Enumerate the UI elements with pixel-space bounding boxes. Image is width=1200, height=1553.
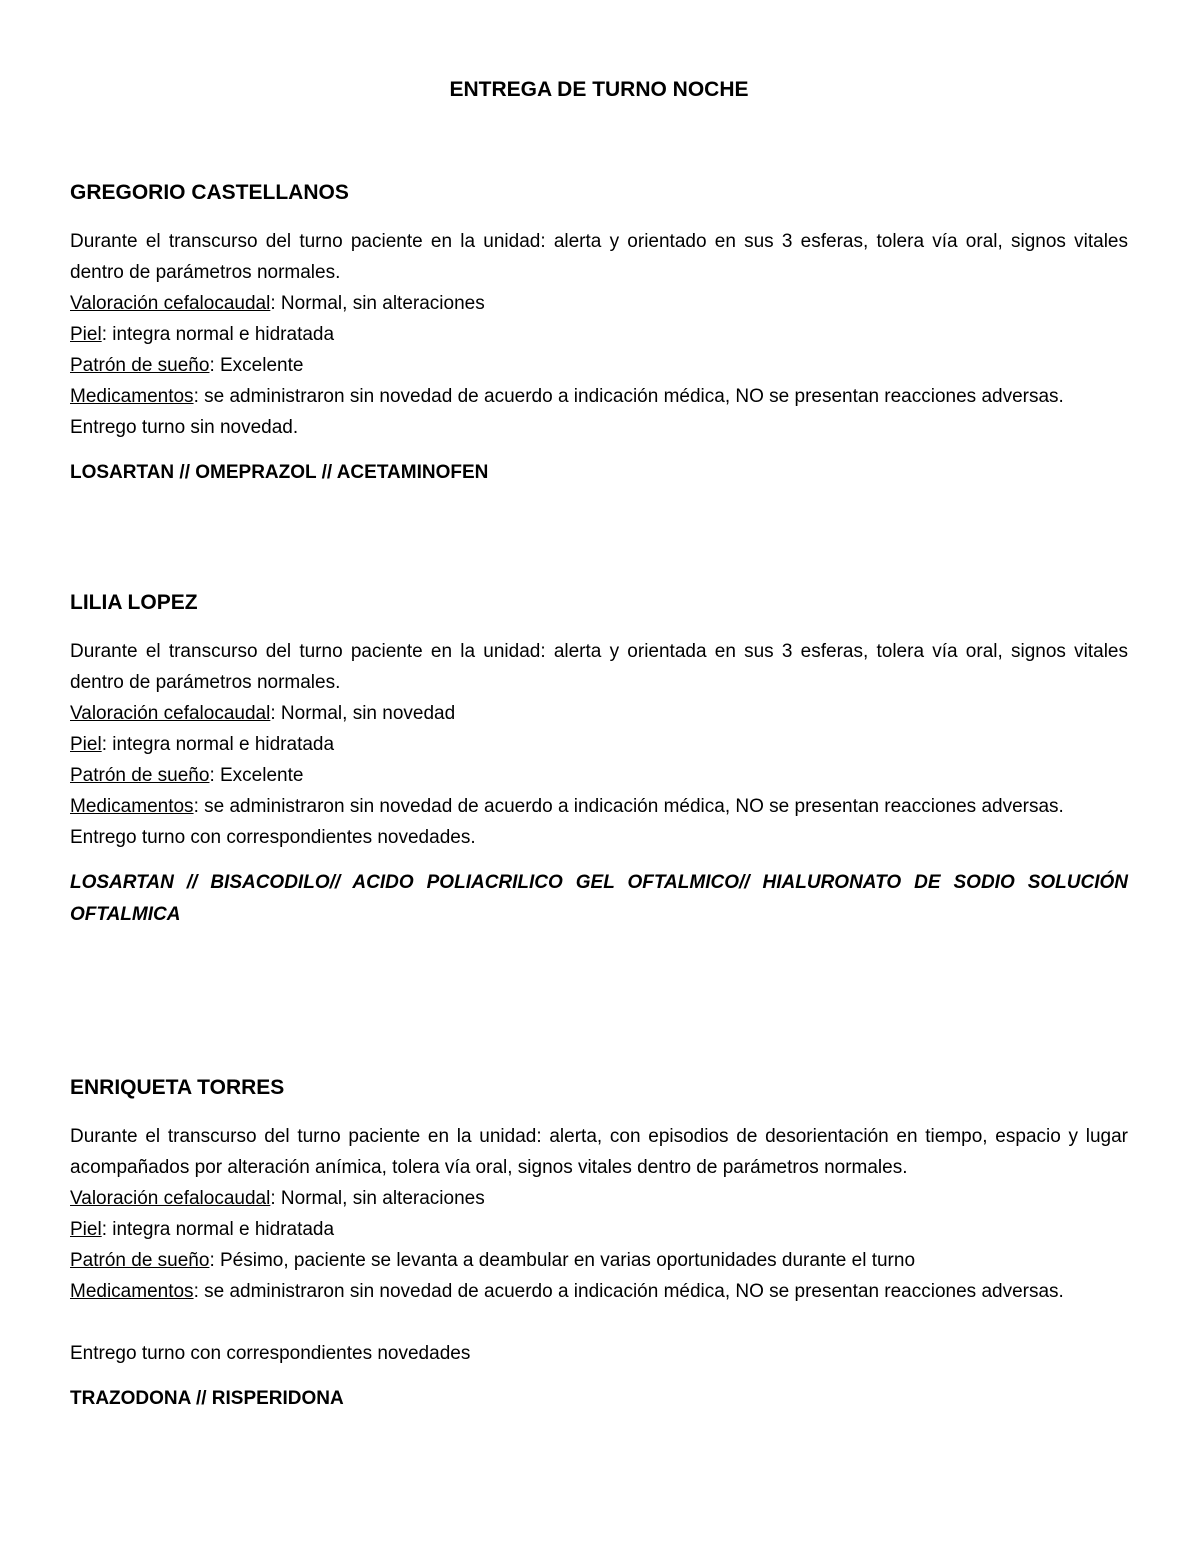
sueno-label: Patrón de sueño bbox=[70, 355, 210, 376]
medicamentos-label: Medicamentos bbox=[70, 796, 194, 817]
medicamentos-line bbox=[70, 791, 1128, 822]
patient-name: LILIA LOPEZ bbox=[70, 591, 198, 614]
cefalocaudal-value: : Normal, sin alteraciones bbox=[270, 293, 485, 314]
medication-list: LOSARTAN // OMEPRAZOL // ACETAMINOFEN bbox=[70, 462, 489, 483]
piel-value: : integra normal e hidratada bbox=[101, 1219, 335, 1240]
patient-summary: Durante el transcurso del turno paciente en la unidad: alerta y orientada en sus 3 esferas, tolera vía oral, signos vitales dentro de parámetros normales. bbox=[70, 641, 1128, 693]
sueno-line bbox=[70, 1245, 1128, 1276]
cefalocaudal-label: Valoración cefalocaudal bbox=[70, 1188, 271, 1209]
sueno-value: : Pésimo, paciente se levanta a deambular en varias oportunidades durante el turno bbox=[209, 1250, 916, 1271]
medication-list: LOSARTAN // BISACODILO// ACIDO POLIACRILICO GEL OFTALMICO// HIALURONATO DE SODIO SOLUCIÓN OFTALMICA bbox=[70, 872, 1128, 925]
cefalocaudal-value: : Normal, sin alteraciones bbox=[270, 1188, 485, 1209]
entrega-line: Entrego turno con correspondientes novedades bbox=[70, 1343, 471, 1364]
patient-section-gregorio bbox=[70, 177, 1128, 489]
sueno-value: : Excelente bbox=[209, 765, 304, 786]
sueno-line bbox=[70, 760, 1128, 791]
piel-label: Piel bbox=[70, 734, 102, 755]
cefalocaudal-line bbox=[70, 698, 1128, 729]
cefalocaudal-line bbox=[70, 288, 1128, 319]
entrega-line: Entrego turno con correspondientes novedades. bbox=[70, 827, 476, 848]
patient-section-enriqueta bbox=[70, 1072, 1128, 1415]
piel-line bbox=[70, 1214, 1128, 1245]
medicamentos-line bbox=[70, 381, 1128, 412]
piel-value: : integra normal e hidratada bbox=[101, 324, 335, 345]
piel-line bbox=[70, 729, 1128, 760]
patient-name: ENRIQUETA TORRES bbox=[70, 1076, 285, 1099]
medicamentos-line bbox=[70, 1276, 1128, 1307]
piel-label: Piel bbox=[70, 1219, 102, 1240]
piel-line bbox=[70, 319, 1128, 350]
medication-list: TRAZODONA // RISPERIDONA bbox=[70, 1388, 344, 1409]
cefalocaudal-label: Valoración cefalocaudal bbox=[70, 293, 271, 314]
sueno-value: : Excelente bbox=[209, 355, 304, 376]
medicamentos-label: Medicamentos bbox=[70, 386, 194, 407]
piel-label: Piel bbox=[70, 324, 102, 345]
medicamentos-value: : se administraron sin novedad de acuerdo a indicación médica, NO se presentan reacciones adversas. bbox=[193, 1281, 1064, 1302]
cefalocaudal-line bbox=[70, 1183, 1128, 1214]
medicamentos-value: : se administraron sin novedad de acuerdo a indicación médica, NO se presentan reacciones adversas. bbox=[193, 796, 1064, 817]
patient-summary: Durante el transcurso del turno paciente en la unidad: alerta y orientado en sus 3 esferas, tolera vía oral, signos vitales dentro de parámetros normales. bbox=[70, 231, 1128, 283]
sueno-line bbox=[70, 350, 1128, 381]
sueno-label: Patrón de sueño bbox=[70, 1250, 210, 1271]
entrega-line: Entrego turno sin novedad. bbox=[70, 417, 299, 438]
piel-value: : integra normal e hidratada bbox=[101, 734, 335, 755]
cefalocaudal-label: Valoración cefalocaudal bbox=[70, 703, 271, 724]
patient-section-lilia bbox=[70, 587, 1128, 931]
patient-name: GREGORIO CASTELLANOS bbox=[70, 181, 349, 204]
medicamentos-label: Medicamentos bbox=[70, 1281, 194, 1302]
cefalocaudal-value: : Normal, sin novedad bbox=[270, 703, 456, 724]
document-title: ENTREGA DE TURNO NOCHE bbox=[449, 78, 749, 101]
sueno-label: Patrón de sueño bbox=[70, 765, 210, 786]
patient-summary: Durante el transcurso del turno paciente en la unidad: alerta, con episodios de desorientación en tiempo, espacio y lugar acompañados por alteración anímica, tolera vía oral, signos vitales dentro de parámetros normales. bbox=[70, 1126, 1128, 1178]
medicamentos-value: : se administraron sin novedad de acuerdo a indicación médica, NO se presentan reacciones adversas. bbox=[193, 386, 1064, 407]
